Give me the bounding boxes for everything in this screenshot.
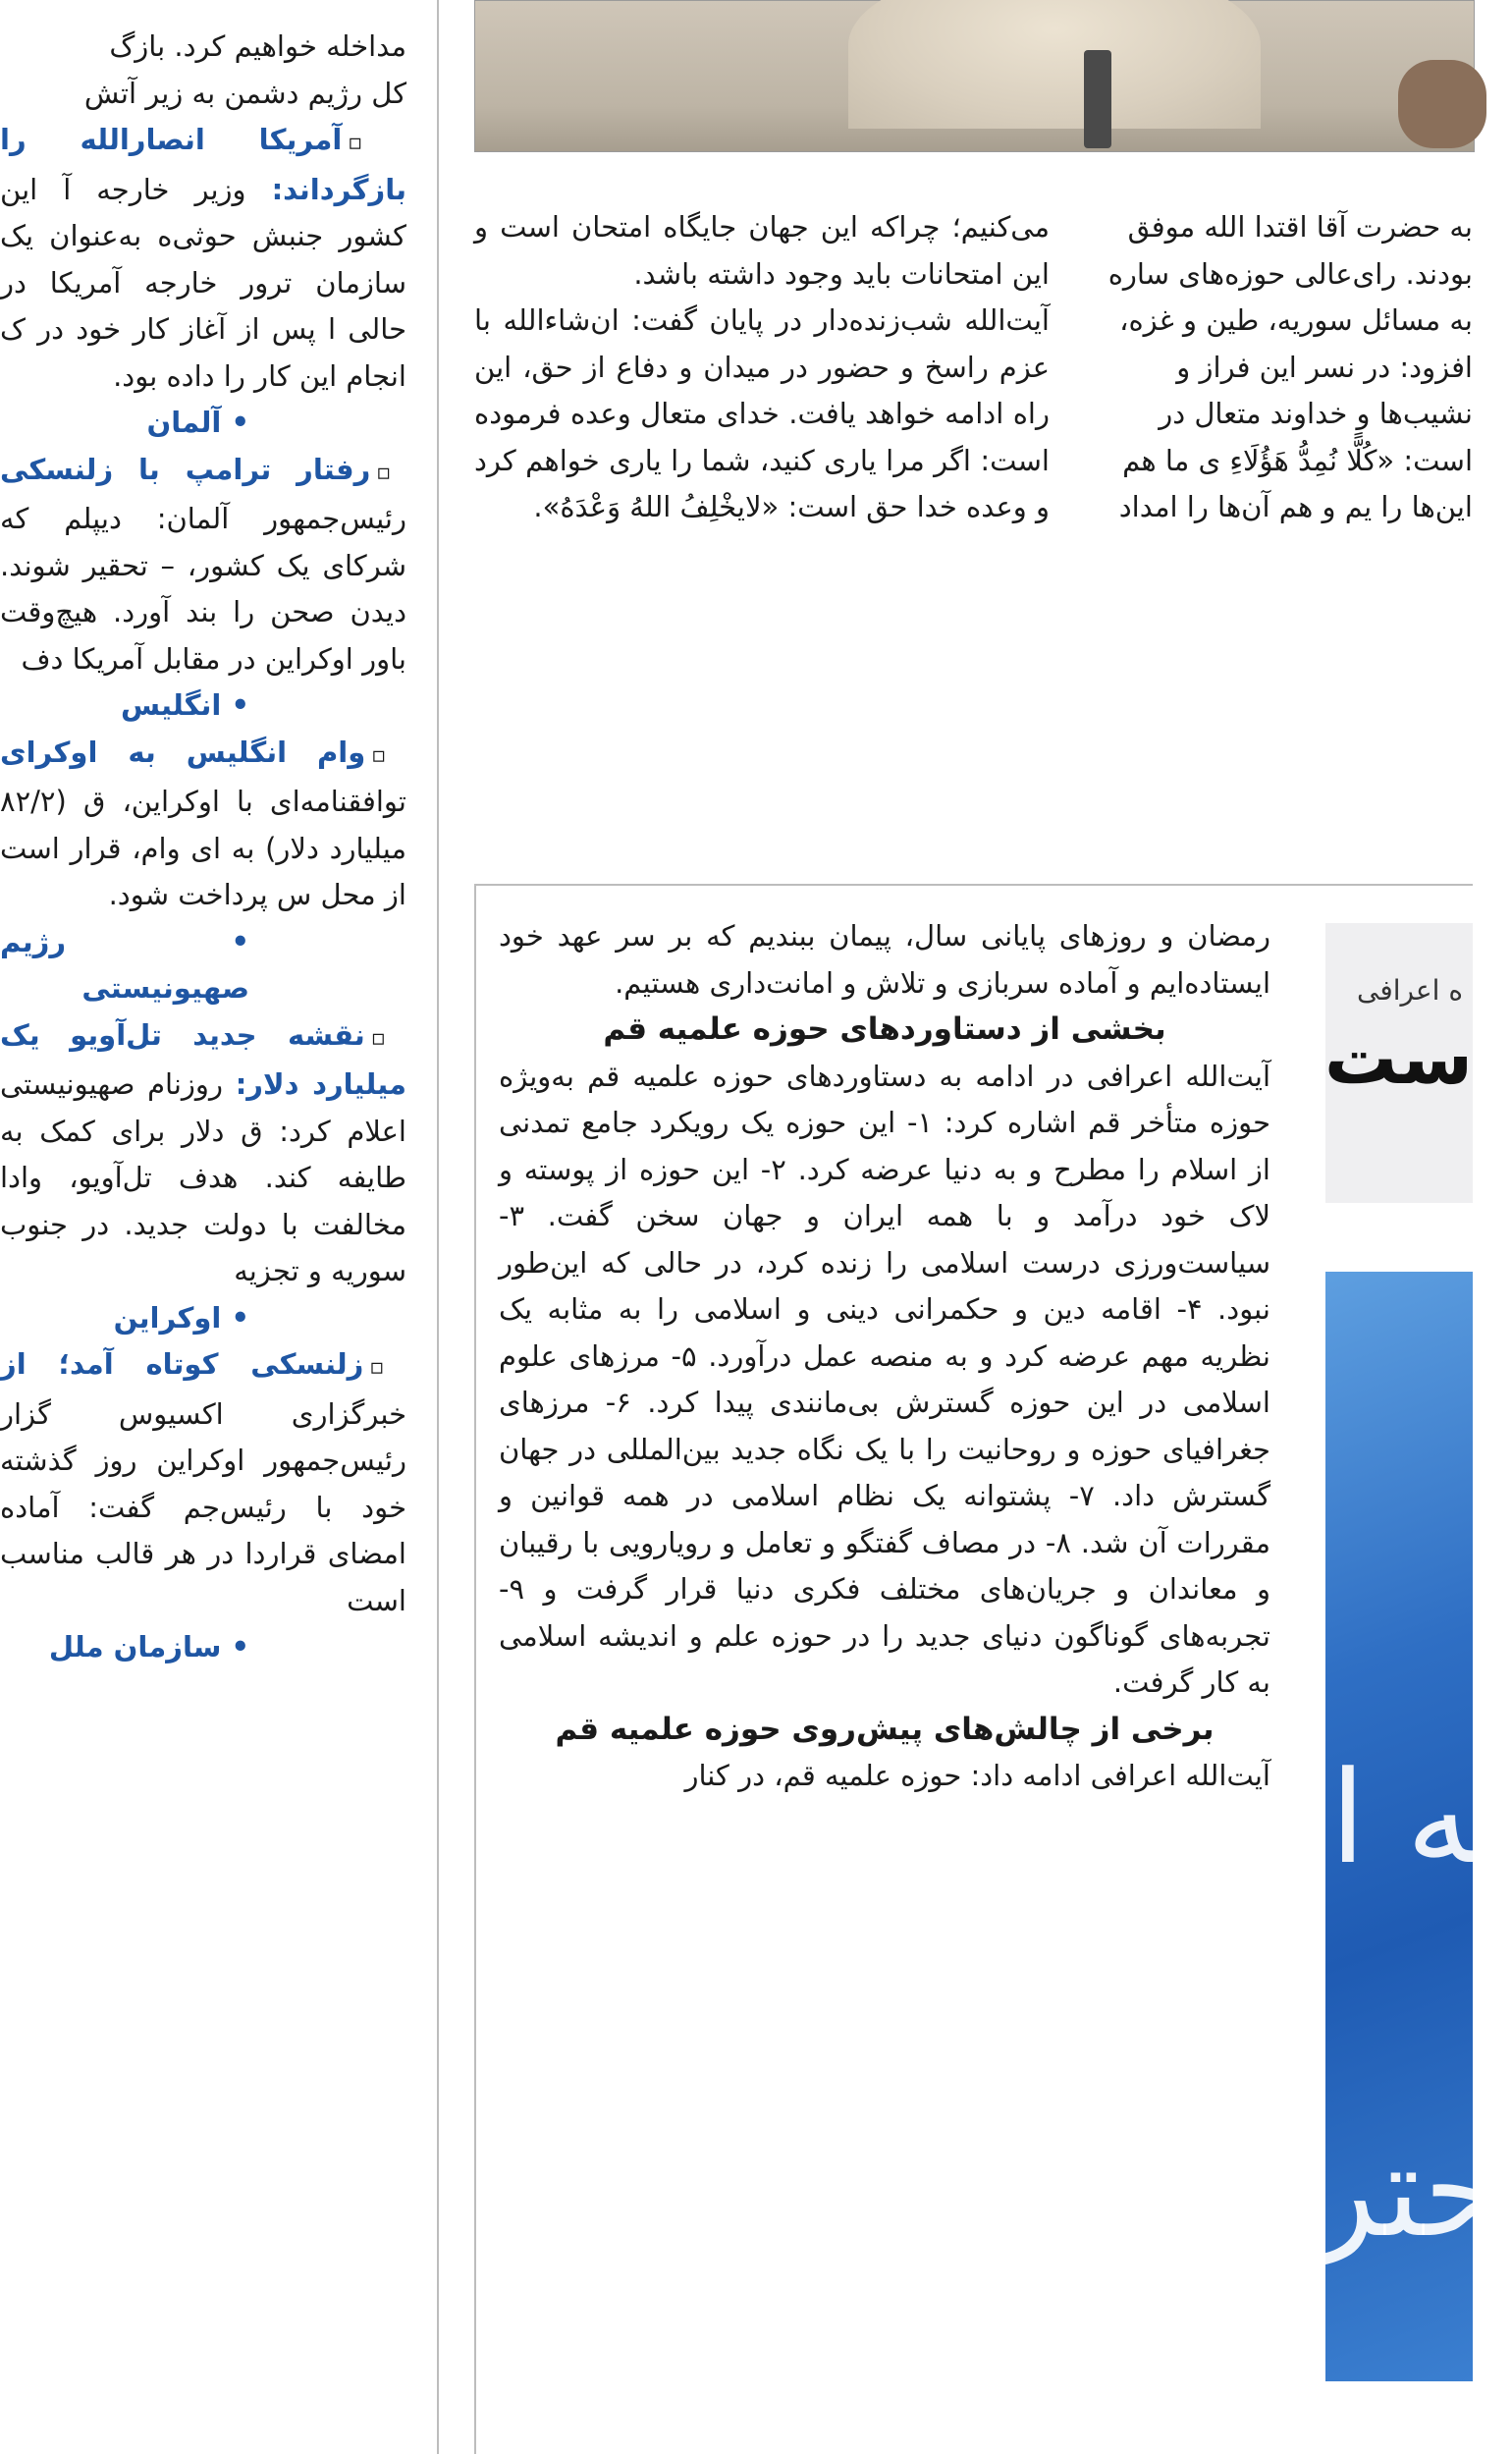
brief-title-end: یک میلیارد دلار: — [0, 1017, 406, 1101]
paragraph: به حضرت آقا اقتدا الله موفق بودند. رای‌عالی حوزه‌های ساره به مسائل سوریه، طین و غزه، افزود: در نسر این فراز و نشیب‌ها و خداوند متعال در است: «کُلًّا نُمِدُّ هَؤُلَاءِ ی ما هم این‌ها را یم و هم آن‌ها را امداد — [1107, 210, 1473, 523]
headline-title: ست — [1323, 1016, 1473, 1101]
headline-kicker: ه اعرافی — [1356, 974, 1463, 1007]
brief-text: روزنام صهیونیستی اعلام کرد: ق دلار برای کمک به طایفه کند. هدف تل‌آویو، وادا مخالفت با دولت جدید. در جنوب سوریه و تجزیه — [0, 1067, 406, 1287]
paragraph: آیت‌الله شب‌زنده‌دار در پایان گفت: ان‌شاءالله با عزم راسخ و حضور در میدان و دفاع از حق، این راه ادامه خواهد یافت. خدای متعال وعده فرموده است: اگر مرا یاری کنید، شما را یاری خواهم کرد و وعده خدا حق است: «لایخْلِفُ اللهُ وَعْدَهُ». — [474, 303, 1050, 523]
square-bullet-icon: ▫ — [371, 742, 406, 768]
brief-item-england — [0, 730, 406, 919]
paragraph: می‌کنیم؛ چراکه این جهان جایگاه امتحان است و این امتحانات باید وجود داشته باشد. — [474, 210, 1050, 291]
square-bullet-icon: ▫ — [348, 131, 406, 155]
article-body-column — [499, 913, 1270, 2454]
section-label-un: • سازمان ملل — [48, 1630, 249, 1663]
brief-title: رفتار ترامپ با زلنسکی — [0, 452, 371, 486]
banner-calligraphy: ـه ا — [1329, 1743, 1512, 1892]
section-label-germany: • آلمان — [146, 406, 249, 439]
brief-item-us — [0, 117, 406, 400]
section-label-zionist: • رژیم صهیونیستی — [0, 924, 249, 1005]
section-label-ukraine: • اوکراین — [113, 1300, 249, 1335]
brief-title: آمریکا انصارالله را — [0, 123, 343, 156]
brief-text: وزیر خارجه آ این کشور جنبش حوثی‌ه به‌عنوان یک سازمان ترور خارجه آمریکا در حالی ا پس از آغاز کار خود در ک انجام این کار را داده بود. — [0, 172, 406, 393]
article-subheading: بخشی از دستاوردهای حوزه علمیه قم — [603, 1011, 1166, 1047]
article-paragraph: آیت‌الله اعرافی در ادامه به دستاوردهای حوزه علمیه قم به‌ویژه حوزه متأخر قم اشاره کرد: ۱- این حوزه یک رویکرد جامع تمدنی از اسلام را مطرح و به دنیا عرضه کرد. ۲- این حوزه از پوسته و لاک خود درآمد و با همه ایران و جهان سخن گفت. ۳- سیاست‌ورزی درست اسلامی را زنده کرد، در حالی که این‌طور نبود. ۴- اقامه دین و حکمرانی دینی و اسلامی را به مثابه یک نظریه مهم عرضه کرد و به منصه عمل درآورد. ۵- مرزهای علوم اسلامی در این حوزه گسترش بی‌مانندی پیدا کرد. ۶- مرزهای جغرافیای حوزه و روحانیت را با یک نگاه جدید بین‌المللی در جهان گسترش داد. ۷- پشتوانه یک نظام اسلامی در همه قوانین و مقررات آن شد. ۸- در مصاف گفتگو و تعامل و رویارویی با رقیبان و معاندان و جریان‌های مختلف فکری دنیا قرار گرفت و ۹- تجربه‌های گوناگون دنیای جدید را در حوزه علم و اندیشه اسلامی به کار گرفت. — [499, 1059, 1271, 1699]
brief-item-ukraine — [0, 1341, 406, 1624]
brief-title: نقشه جدید تل‌آویو — [70, 1017, 365, 1052]
top-right-column — [1105, 204, 1473, 852]
brief-title: وام انگلیس به اوکرای — [0, 735, 366, 769]
brief-text-line: کل رژیم دشمن به زیر آتش — [83, 76, 406, 110]
banner-calligraphy: حتر — [1314, 2116, 1502, 2265]
photo-hand — [1398, 60, 1486, 148]
brief-title: زلنسکی کوتاه آمد؛ از — [0, 1347, 364, 1381]
calligraphy-banner-image — [1314, 1272, 1512, 2381]
photo-bottle — [1084, 50, 1111, 148]
brief-item-germany — [0, 447, 406, 683]
brief-item-zionist — [0, 1012, 406, 1295]
section-label-england: • انگلیس — [121, 688, 249, 722]
article-subheading: برخی از چالش‌های پیش‌روی حوزه علمیه قم — [555, 1711, 1215, 1747]
brief-title-end: بازگرداند: — [271, 172, 407, 206]
photo-figure — [848, 0, 1261, 129]
headline-box — [1325, 923, 1473, 1203]
top-middle-column — [474, 204, 1050, 852]
square-bullet-icon: ▫ — [376, 460, 406, 485]
news-brief-column — [0, 24, 406, 2454]
square-bullet-icon: ▫ — [370, 1025, 406, 1051]
brief-text-line: مداخله خواهیم کرد. بازگ — [109, 29, 406, 63]
brief-text: خبرگزاری اکسیوس گزار رئیس‌جمهور اوکراین روز گذشته خود با رئیس‌جم گفت: آماده امضای قراردا در هر قالب مناسب است — [0, 1396, 406, 1617]
article-frame-left — [474, 884, 476, 2454]
article-paragraph: آیت‌الله اعرافی ادامه داد: حوزه علمیه قم، در کنار — [684, 1759, 1270, 1792]
brief-text: توافقنامه‌ای با اوکراین، ق (۸۲/۲ میلیارد دلار) به ای وام، قرار است از محل س پرداخت شود. — [0, 785, 406, 911]
article-intro: رمضان و روزهای پایانی سال، پیمان ببندیم که بر سر عهد خود ایستاده‌ایم و آماده سربازی و تلاش و امانت‌داری هستیم. — [499, 919, 1270, 1000]
article-frame-top — [474, 884, 1473, 886]
column-divider — [437, 0, 439, 2454]
top-photo — [474, 0, 1475, 152]
square-bullet-icon: ▫ — [369, 1355, 406, 1380]
brief-text: رئیس‌جمهور آلمان: دیپلم که شرکای یک کشور، – تحقیر شوند. دیدن صحن را بند آورد. هیچ‌وقت باور اوکراین در مقابل آمریکا دف — [0, 502, 406, 676]
